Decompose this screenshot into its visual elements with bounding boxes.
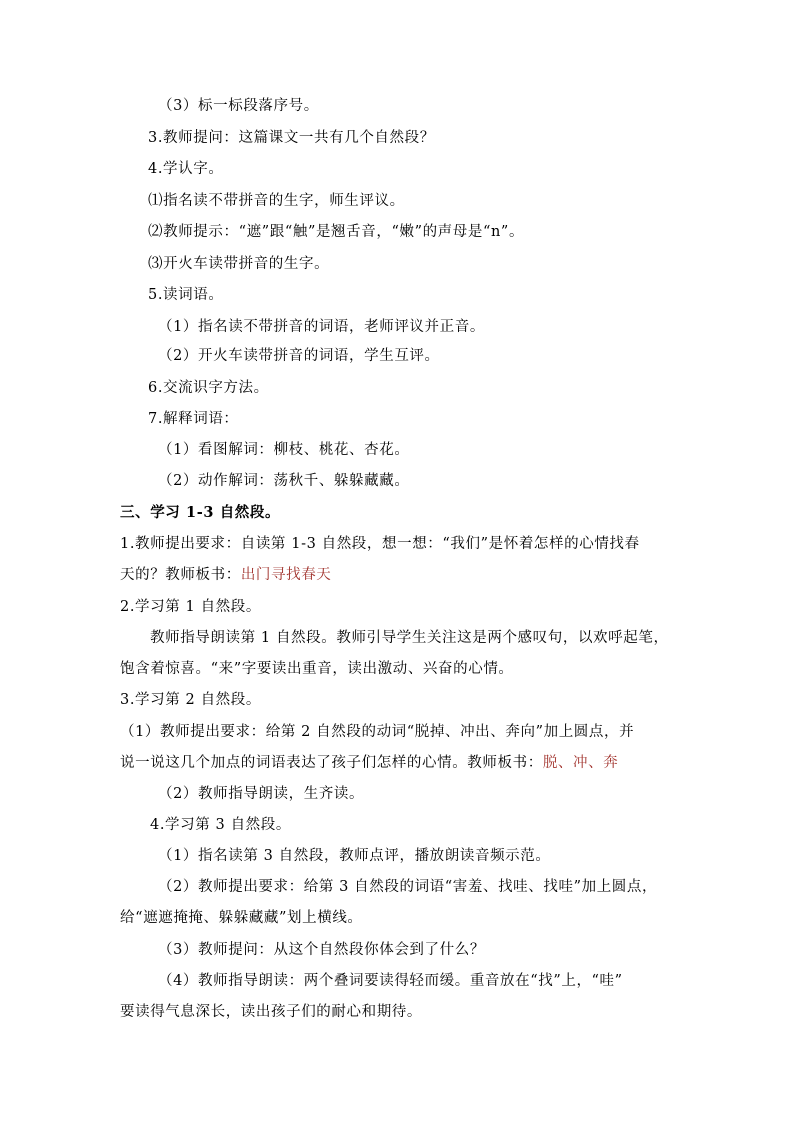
- text-line: ⑶开火车读带拼音的生字。: [148, 256, 330, 272]
- text-line: （1）看图解词：柳枝、桃花、杏花。: [158, 442, 410, 458]
- text-line: 教师指导朗读第 1 自然段。教师引导学生关注这是两个感叹句，以欢呼起笔，: [150, 630, 669, 646]
- text-line: 给“遮遮掩掩、躲躲藏藏”划上横线。: [120, 910, 363, 926]
- text-line: 5.读词语。: [148, 287, 224, 303]
- text-line: 7.解释词语：: [148, 411, 239, 427]
- board-writing: 脱、冲、奔: [542, 755, 619, 771]
- text-line: （2）开火车读带拼音的词语，学生互评。: [158, 348, 440, 364]
- text-line: （3）教师提问：从这个自然段你体会到了什么？: [158, 942, 485, 958]
- text-line: 2.学习第 1 自然段。: [120, 599, 261, 615]
- section-heading: 三、学习 1-3 自然段。: [120, 504, 281, 521]
- text-line: [120, 566, 331, 584]
- text-span: 说一说这几个加点的词语表达了孩子们怎样的心情。教师板书：: [120, 755, 543, 771]
- text-line: ⑴指名读不带拼音的生字，师生评议。: [148, 193, 405, 209]
- text-line: （2）教师指导朗读，生齐读。: [158, 786, 365, 802]
- text-line: [120, 754, 618, 772]
- text-line: 3.教师提问：这篇课文一共有几个自然段？: [148, 130, 435, 146]
- text-line: （1）教师提出要求：给第 2 自然段的动词“脱掉、冲出、奔向”加上圆点，并: [120, 724, 635, 740]
- text-line: （1）指名读第 3 自然段，教师点评，播放朗读音频示范。: [158, 848, 551, 864]
- text-line: （1）指名读不带拼音的词语，老师评议并正音。: [158, 319, 485, 335]
- text-line: （2）教师提出要求：给第 3 自然段的词语“害羞、找哇、找哇”加上圆点，: [158, 879, 658, 895]
- text-line: 1.教师提出要求：自读第 1-3 自然段，想一想：“我们”是怀着怎样的心情找春: [120, 536, 640, 552]
- text-line: （4）教师指导朗读：两个叠词要读得轻而缓。重音放在“找”上，“哇”: [158, 973, 623, 989]
- text-line: （3）标一标段落序号。: [158, 98, 319, 114]
- text-span: 天的？教师板书：: [120, 567, 241, 583]
- text-line: 要读得气息深长，读出孩子们的耐心和期待。: [120, 1004, 422, 1020]
- text-line: 4.学习第 3 自然段。: [150, 817, 291, 833]
- text-line: （2）动作解词：荡秋千、躲躲藏藏。: [158, 473, 410, 489]
- text-line: 3.学习第 2 自然段。: [120, 692, 261, 708]
- text-line: 6.交流识字方法。: [148, 380, 269, 396]
- board-writing: 出门寻找春天: [240, 567, 332, 583]
- text-line: 4.学认字。: [148, 161, 224, 177]
- text-line: 饱含着惊喜。“来”字要读出重音，读出激动、兴奋的心情。: [120, 661, 514, 677]
- text-line: ⑵教师提示：“遮”跟“触”是翘舌音，“嫩”的声母是“n”。: [148, 224, 525, 240]
